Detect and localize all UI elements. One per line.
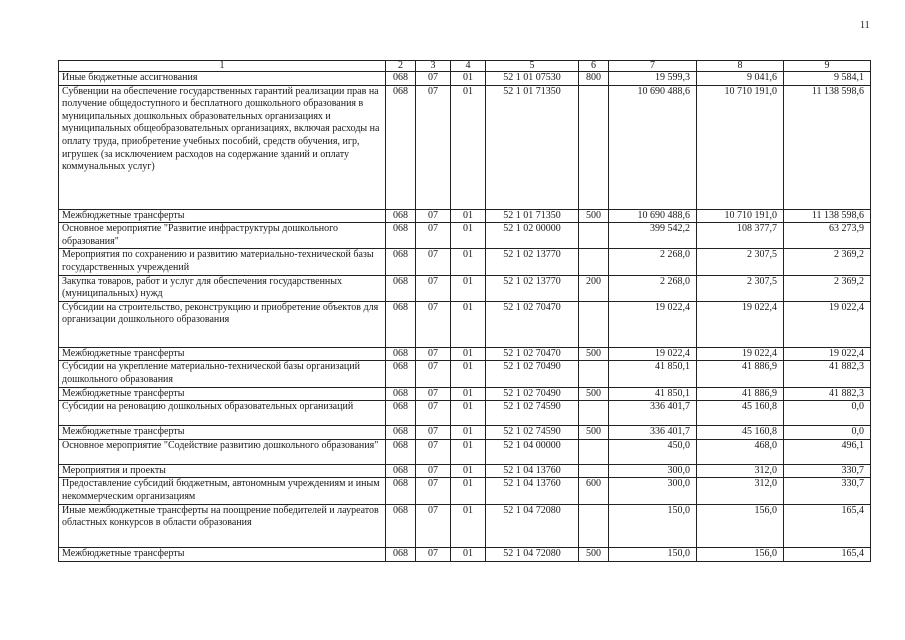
table-row [59, 387, 871, 401]
expense-type-code: 500 [579, 347, 609, 361]
amount-year-2: 2 307,5 [697, 249, 784, 275]
amount-year-1: 19 022,4 [609, 347, 697, 361]
section-code: 07 [416, 464, 451, 478]
table-row [59, 401, 871, 426]
amount-year-3: 165,4 [784, 504, 871, 547]
column-number: 7 [609, 61, 697, 72]
target-article-code: 52 1 04 13760 [486, 478, 579, 504]
section-code: 07 [416, 275, 451, 301]
amount-year-2: 10 710 191,0 [697, 209, 784, 223]
amount-year-3: 165,4 [784, 547, 871, 561]
table-row [59, 209, 871, 223]
amount-year-2: 9 041,6 [697, 72, 784, 86]
amount-year-3: 41 882,3 [784, 387, 871, 401]
table-row [59, 439, 871, 464]
amount-year-1: 150,0 [609, 504, 697, 547]
amount-year-3: 41 882,3 [784, 361, 871, 387]
column-number: 9 [784, 61, 871, 72]
row-name: Межбюджетные трансферты [59, 347, 386, 361]
expense-type-code: 200 [579, 275, 609, 301]
subsection-code: 01 [451, 72, 486, 86]
row-name: Закупка товаров, работ и услуг для обеспечения государственных (муниципальных) нужд [59, 275, 386, 301]
amount-year-3: 9 584,1 [784, 72, 871, 86]
amount-year-2: 19 022,4 [697, 301, 784, 347]
row-name: Межбюджетные трансферты [59, 547, 386, 561]
target-article-code: 52 1 04 72080 [486, 547, 579, 561]
target-article-code: 52 1 02 70490 [486, 361, 579, 387]
amount-year-1: 300,0 [609, 478, 697, 504]
target-article-code: 52 1 02 74590 [486, 426, 579, 440]
amount-year-2: 45 160,8 [697, 426, 784, 440]
expense-type-code [579, 249, 609, 275]
amount-year-1: 10 690 488,6 [609, 209, 697, 223]
subsection-code: 01 [451, 361, 486, 387]
amount-year-2: 41 886,9 [697, 361, 784, 387]
gv-code: 068 [386, 439, 416, 464]
table-row [59, 464, 871, 478]
section-code: 07 [416, 387, 451, 401]
section-code: 07 [416, 347, 451, 361]
subsection-code: 01 [451, 387, 486, 401]
subsection-code: 01 [451, 426, 486, 440]
column-number-row [59, 61, 871, 72]
table-row [59, 547, 871, 561]
column-number: 1 [59, 61, 386, 72]
gv-code: 068 [386, 547, 416, 561]
expense-type-code [579, 223, 609, 249]
amount-year-3: 2 369,2 [784, 275, 871, 301]
section-code: 07 [416, 85, 451, 209]
amount-year-3: 330,7 [784, 464, 871, 478]
subsection-code: 01 [451, 478, 486, 504]
amount-year-3: 496,1 [784, 439, 871, 464]
amount-year-2: 45 160,8 [697, 401, 784, 426]
row-name: Субсидии на реновацию дошкольных образовательных организаций [59, 401, 386, 426]
row-name: Мероприятия по сохранению и развитию материально-технической базы государственных учреждений [59, 249, 386, 275]
expense-type-code [579, 464, 609, 478]
gv-code: 068 [386, 301, 416, 347]
table-row [59, 275, 871, 301]
target-article-code: 52 1 04 00000 [486, 439, 579, 464]
section-code: 07 [416, 301, 451, 347]
table-row [59, 426, 871, 440]
amount-year-1: 150,0 [609, 547, 697, 561]
amount-year-1: 10 690 488,6 [609, 85, 697, 209]
amount-year-2: 312,0 [697, 478, 784, 504]
target-article-code: 52 1 02 70490 [486, 387, 579, 401]
section-code: 07 [416, 209, 451, 223]
row-name: Межбюджетные трансферты [59, 387, 386, 401]
column-number: 4 [451, 61, 486, 72]
table-row [59, 301, 871, 347]
amount-year-1: 300,0 [609, 464, 697, 478]
amount-year-1: 399 542,2 [609, 223, 697, 249]
target-article-code: 52 1 02 70470 [486, 347, 579, 361]
row-name: Межбюджетные трансферты [59, 209, 386, 223]
expense-type-code: 500 [579, 209, 609, 223]
expense-type-code [579, 504, 609, 547]
expense-type-code: 500 [579, 426, 609, 440]
row-name: Субсидии на укрепление материально-технической базы организаций дошкольного образования [59, 361, 386, 387]
section-code: 07 [416, 223, 451, 249]
row-name: Основное мероприятие "Содействие развитию дошкольного образования" [59, 439, 386, 464]
amount-year-2: 2 307,5 [697, 275, 784, 301]
gv-code: 068 [386, 464, 416, 478]
target-article-code: 52 1 01 07530 [486, 72, 579, 86]
gv-code: 068 [386, 85, 416, 209]
amount-year-3: 63 273,9 [784, 223, 871, 249]
target-article-code: 52 1 02 13770 [486, 249, 579, 275]
row-name: Мероприятия и проекты [59, 464, 386, 478]
table-row [59, 361, 871, 387]
section-code: 07 [416, 547, 451, 561]
row-name: Субвенции на обеспечение государственных гарантий реализации прав на получение общедоступного и бесплатного дошкольного образования в муниципальных дошкольных образовательных организациях и муниципальных общеобразовательных организациях, включая расходы на оплату труда, приобретение учебных пособий, средств обучения, игр, игрушек (за исключением расходов на содержание зданий и оплату коммунальных услуг) [59, 85, 386, 209]
target-article-code: 52 1 01 71350 [486, 85, 579, 209]
table-row [59, 72, 871, 86]
amount-year-1: 336 401,7 [609, 401, 697, 426]
amount-year-3: 11 138 598,6 [784, 85, 871, 209]
amount-year-3: 11 138 598,6 [784, 209, 871, 223]
expense-type-code: 800 [579, 72, 609, 86]
amount-year-1: 450,0 [609, 439, 697, 464]
gv-code: 068 [386, 72, 416, 86]
row-name: Предоставление субсидий бюджетным, автономным учреждениям и иным некоммерческим организациям [59, 478, 386, 504]
subsection-code: 01 [451, 439, 486, 464]
amount-year-2: 156,0 [697, 504, 784, 547]
subsection-code: 01 [451, 209, 486, 223]
column-number: 2 [386, 61, 416, 72]
subsection-code: 01 [451, 347, 486, 361]
row-name: Иные межбюджетные трансферты на поощрение победителей и лауреатов областных конкурсов в области образования [59, 504, 386, 547]
budget-table [58, 60, 871, 562]
subsection-code: 01 [451, 504, 486, 547]
subsection-code: 01 [451, 301, 486, 347]
gv-code: 068 [386, 361, 416, 387]
table-row [59, 504, 871, 547]
amount-year-1: 19 599,3 [609, 72, 697, 86]
subsection-code: 01 [451, 547, 486, 561]
table-row [59, 85, 871, 209]
section-code: 07 [416, 439, 451, 464]
table-body [59, 61, 871, 562]
column-number: 5 [486, 61, 579, 72]
column-number: 6 [579, 61, 609, 72]
section-code: 07 [416, 504, 451, 547]
row-name: Основное мероприятие "Развитие инфраструктуры дошкольного образования" [59, 223, 386, 249]
gv-code: 068 [386, 426, 416, 440]
target-article-code: 52 1 02 00000 [486, 223, 579, 249]
row-name: Иные бюджетные ассигнования [59, 72, 386, 86]
section-code: 07 [416, 72, 451, 86]
amount-year-2: 19 022,4 [697, 347, 784, 361]
amount-year-2: 10 710 191,0 [697, 85, 784, 209]
expense-type-code [579, 85, 609, 209]
expense-type-code [579, 401, 609, 426]
row-name: Межбюджетные трансферты [59, 426, 386, 440]
amount-year-2: 156,0 [697, 547, 784, 561]
expense-type-code [579, 301, 609, 347]
target-article-code: 52 1 02 13770 [486, 275, 579, 301]
subsection-code: 01 [451, 249, 486, 275]
amount-year-2: 312,0 [697, 464, 784, 478]
amount-year-1: 41 850,1 [609, 387, 697, 401]
gv-code: 068 [386, 249, 416, 275]
gv-code: 068 [386, 275, 416, 301]
row-name: Субсидии на строительство, реконструкцию и приобретение объектов для организации дошкольного образования [59, 301, 386, 347]
column-number: 8 [697, 61, 784, 72]
amount-year-1: 2 268,0 [609, 275, 697, 301]
table-row [59, 347, 871, 361]
expense-type-code [579, 361, 609, 387]
table-row [59, 223, 871, 249]
section-code: 07 [416, 401, 451, 426]
amount-year-3: 0,0 [784, 426, 871, 440]
page-number: 11 [860, 20, 870, 31]
subsection-code: 01 [451, 275, 486, 301]
amount-year-2: 468,0 [697, 439, 784, 464]
expense-type-code: 500 [579, 547, 609, 561]
section-code: 07 [416, 478, 451, 504]
amount-year-3: 19 022,4 [784, 301, 871, 347]
expense-type-code [579, 439, 609, 464]
subsection-code: 01 [451, 85, 486, 209]
gv-code: 068 [386, 223, 416, 249]
gv-code: 068 [386, 478, 416, 504]
amount-year-1: 2 268,0 [609, 249, 697, 275]
target-article-code: 52 1 04 13760 [486, 464, 579, 478]
amount-year-2: 41 886,9 [697, 387, 784, 401]
amount-year-1: 19 022,4 [609, 301, 697, 347]
gv-code: 068 [386, 401, 416, 426]
column-number: 3 [416, 61, 451, 72]
amount-year-3: 2 369,2 [784, 249, 871, 275]
expense-type-code: 500 [579, 387, 609, 401]
table-row [59, 478, 871, 504]
target-article-code: 52 1 04 72080 [486, 504, 579, 547]
gv-code: 068 [386, 209, 416, 223]
amount-year-3: 0,0 [784, 401, 871, 426]
amount-year-1: 41 850,1 [609, 361, 697, 387]
amount-year-2: 108 377,7 [697, 223, 784, 249]
subsection-code: 01 [451, 464, 486, 478]
amount-year-3: 330,7 [784, 478, 871, 504]
subsection-code: 01 [451, 223, 486, 249]
subsection-code: 01 [451, 401, 486, 426]
section-code: 07 [416, 249, 451, 275]
amount-year-3: 19 022,4 [784, 347, 871, 361]
gv-code: 068 [386, 504, 416, 547]
gv-code: 068 [386, 387, 416, 401]
table-row [59, 249, 871, 275]
section-code: 07 [416, 426, 451, 440]
target-article-code: 52 1 01 71350 [486, 209, 579, 223]
gv-code: 068 [386, 347, 416, 361]
section-code: 07 [416, 361, 451, 387]
target-article-code: 52 1 02 70470 [486, 301, 579, 347]
target-article-code: 52 1 02 74590 [486, 401, 579, 426]
amount-year-1: 336 401,7 [609, 426, 697, 440]
expense-type-code: 600 [579, 478, 609, 504]
